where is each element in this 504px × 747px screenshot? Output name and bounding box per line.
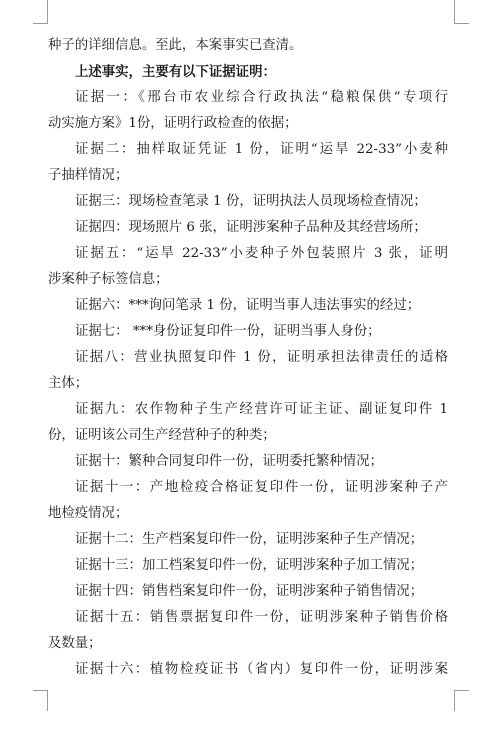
text-line: 证据十四：销售档案复印件一份，证明涉案种子销售情况； (75, 584, 424, 599)
text-line: 证据三：现场检查笔录 1 份，证明执法人员现场检查情况； (75, 194, 427, 209)
text-line: 证据二：抽样取证凭证 1 份，证明“运旱 22-33”小麦种 (75, 142, 448, 157)
text-line: 及数量； (48, 636, 102, 651)
text-line: 子抽样情况； (48, 168, 129, 183)
text-line: 主体； (48, 376, 89, 391)
corner-mark-bottom-right (454, 690, 469, 711)
text-line: 证据六：***询问笔录 1 份，证明当事人违法事实的经过； (75, 298, 421, 313)
text-line: 证据四：现场照片 6 张，证明涉案种子品种及其经营场所； (75, 220, 427, 235)
text-line: 证据十：繁种合同复印件一份，证明委托繁种情况； (75, 454, 383, 469)
text-line: 涉案种子标签信息； (48, 272, 169, 287)
text-line: 证据五：“运旱 22-33”小麦种子外包装照片 3 张，证明 (75, 246, 448, 261)
text-line: 证据七： ***身份证复印件一份，证明当事人身份； (75, 324, 381, 339)
text-line: 证据十三：加工档案复印件一份，证明涉案种子加工情况； (75, 558, 424, 573)
text-line: 证据八：营业执照复印件 1 份，证明承担法律责任的适格 (75, 350, 448, 365)
text-line: 证据十一：产地检疫合格证复印件一份，证明涉案种子产 (75, 480, 448, 495)
corner-mark-top-left (33, 0, 48, 24)
corner-mark-top-right (454, 0, 469, 24)
text-line: 证据一：《邢台市农业综合行政执法“稳粮保供”专项行 (75, 90, 448, 105)
corner-mark-bottom-left (33, 690, 48, 711)
text-line: 份，证明该公司生产经营种子的种类； (48, 428, 276, 443)
text-line: 证据九：农作物种子生产经营许可证主证、副证复印件 1 (75, 402, 448, 417)
text-line: 证据十二：生产档案复印件一份，证明涉案种子生产情况； (75, 532, 424, 547)
text-line: 动实施方案》1份，证明行政检查的依据； (48, 116, 298, 131)
text-line: 种子的详细信息。至此，本案事实已查清。 (48, 38, 303, 53)
text-line: 证据十六：植物检疫证书（省内）复印件一份，证明涉案 (75, 662, 448, 677)
text-line: 证据十五：销售票据复印件一份，证明涉案种子销售价格 (75, 610, 448, 625)
section-heading: 上述事实，主要有以下证据证明： (75, 64, 276, 80)
document-body (48, 33, 448, 683)
text-line: 地检疫情况； (48, 506, 129, 521)
